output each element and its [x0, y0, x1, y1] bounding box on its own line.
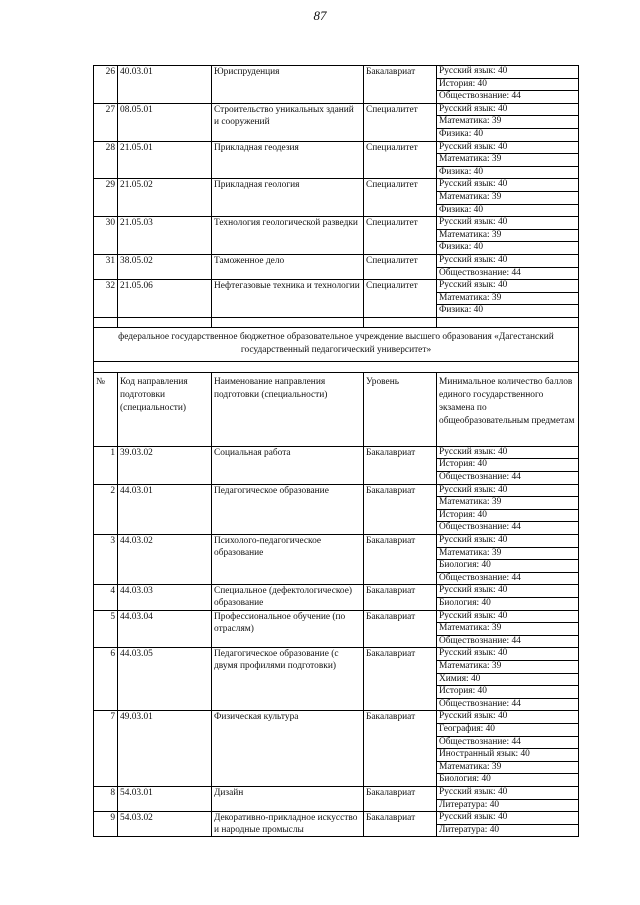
direction-name: Профессиональное обучение (по отраслям) — [212, 610, 364, 648]
education-level: Бакалавриат — [364, 812, 437, 837]
direction-code: 44.03.01 — [118, 484, 212, 534]
min-score-subject: Физика: 40 — [437, 204, 579, 217]
direction-code: 44.03.03 — [118, 585, 212, 610]
table-row — [94, 103, 579, 116]
table-row — [94, 535, 579, 548]
min-score-subject: Математика: 39 — [437, 660, 579, 673]
direction-code: 54.03.01 — [118, 786, 212, 811]
header-row — [94, 372, 579, 446]
education-level: Специалитет — [364, 179, 437, 217]
min-score-subject: Математика: 39 — [437, 229, 579, 242]
education-level: Бакалавриат — [364, 786, 437, 811]
direction-name: Педагогическое образование (с двумя профилями подготовки) — [212, 648, 364, 711]
header-min-score: Минимальное количество баллов единого государственного экзамена по общеобразовательным предметам — [437, 372, 579, 446]
table-row — [94, 446, 579, 459]
education-level: Бакалавриат — [364, 711, 437, 787]
direction-name: Педагогическое образование — [212, 484, 364, 534]
min-score-subject: Математика: 39 — [437, 547, 579, 560]
min-score-subject: Математика: 39 — [437, 292, 579, 305]
min-score-subject: Русский язык: 40 — [437, 254, 579, 267]
empty-row — [94, 317, 579, 327]
row-number: 8 — [94, 786, 118, 811]
min-score-subject: Русский язык: 40 — [437, 217, 579, 230]
min-score-subject: Литература: 40 — [437, 799, 579, 812]
table-row — [94, 484, 579, 497]
header-number: № — [94, 372, 118, 446]
education-level: Специалитет — [364, 141, 437, 179]
min-score-subject: История: 40 — [437, 509, 579, 522]
row-number: 31 — [94, 254, 118, 279]
min-score-subject: Русский язык: 40 — [437, 610, 579, 623]
min-score-subject: Обществознание: 44 — [437, 522, 579, 535]
education-level: Бакалавриат — [364, 648, 437, 711]
direction-code: 44.03.05 — [118, 648, 212, 711]
table-row — [94, 66, 579, 79]
university-name: федеральное государственное бюджетное образовательное учреждение высшего образования «Дагестанский государственный педагогический университет» — [94, 327, 579, 361]
min-score-subject: Русский язык: 40 — [437, 648, 579, 661]
spacer-cell — [94, 361, 579, 372]
min-score-subject: Биология: 40 — [437, 598, 579, 611]
table-row — [94, 217, 579, 230]
direction-name: Физическая культура — [212, 711, 364, 787]
direction-code: 44.03.02 — [118, 535, 212, 585]
table-row — [94, 141, 579, 154]
row-number: 1 — [94, 446, 118, 484]
min-score-subject: Русский язык: 40 — [437, 812, 579, 825]
section-title-row — [94, 327, 579, 361]
min-score-subject: Русский язык: 40 — [437, 66, 579, 79]
direction-name: Технология геологической разведки — [212, 217, 364, 255]
row-number: 28 — [94, 141, 118, 179]
header-code: Код направления подготовки (специальности) — [118, 372, 212, 446]
table-row — [94, 711, 579, 724]
min-score-subject: Математика: 39 — [437, 154, 579, 167]
row-number: 3 — [94, 535, 118, 585]
row-number: 29 — [94, 179, 118, 217]
education-level: Бакалавриат — [364, 484, 437, 534]
min-score-subject: Русский язык: 40 — [437, 711, 579, 724]
row-number: 6 — [94, 648, 118, 711]
direction-name: Психолого-педагогическое образование — [212, 535, 364, 585]
min-score-subject: Обществознание: 44 — [437, 472, 579, 485]
header-name: Наименование направления подготовки (специальности) — [212, 372, 364, 446]
table-row — [94, 610, 579, 623]
admission-scores-table — [93, 65, 579, 837]
table-row — [94, 179, 579, 192]
education-level: Специалитет — [364, 280, 437, 318]
table-row — [94, 812, 579, 825]
direction-code: 54.03.02 — [118, 812, 212, 837]
min-score-subject: Русский язык: 40 — [437, 585, 579, 598]
table-row — [94, 786, 579, 799]
direction-code: 38.05.02 — [118, 254, 212, 279]
row-number: 26 — [94, 66, 118, 104]
spacer-row — [94, 361, 579, 372]
empty-cell — [437, 317, 579, 327]
direction-code: 39.03.02 — [118, 446, 212, 484]
min-score-subject: Математика: 39 — [437, 191, 579, 204]
education-level: Бакалавриат — [364, 585, 437, 610]
min-score-subject: Русский язык: 40 — [437, 141, 579, 154]
min-score-subject: Литература: 40 — [437, 824, 579, 837]
education-level: Бакалавриат — [364, 446, 437, 484]
min-score-subject: Русский язык: 40 — [437, 103, 579, 116]
min-score-subject: История: 40 — [437, 686, 579, 699]
min-score-subject: Обществознание: 44 — [437, 736, 579, 749]
direction-code: 44.03.04 — [118, 610, 212, 648]
direction-name: Таможенное дело — [212, 254, 364, 279]
min-score-subject: Биология: 40 — [437, 560, 579, 573]
empty-cell — [212, 317, 364, 327]
direction-name: Юриспруденция — [212, 66, 364, 104]
direction-code: 21.05.06 — [118, 280, 212, 318]
min-score-subject: Обществознание: 44 — [437, 91, 579, 104]
direction-code: 40.03.01 — [118, 66, 212, 104]
row-number: 30 — [94, 217, 118, 255]
row-number: 4 — [94, 585, 118, 610]
min-score-subject: История: 40 — [437, 78, 579, 91]
row-number: 5 — [94, 610, 118, 648]
empty-cell — [118, 317, 212, 327]
min-score-subject: Физика: 40 — [437, 242, 579, 255]
direction-name: Декоративно-прикладное искусство и народные промыслы — [212, 812, 364, 837]
direction-name: Социальная работа — [212, 446, 364, 484]
direction-code: 49.03.01 — [118, 711, 212, 787]
table-row — [94, 254, 579, 267]
education-level: Бакалавриат — [364, 610, 437, 648]
education-level: Бакалавриат — [364, 535, 437, 585]
header-level: Уровень — [364, 372, 437, 446]
row-number: 32 — [94, 280, 118, 318]
direction-name: Нефтегазовые техника и технологии — [212, 280, 364, 318]
min-score-subject: Русский язык: 40 — [437, 446, 579, 459]
min-score-subject: География: 40 — [437, 723, 579, 736]
min-score-subject: Русский язык: 40 — [437, 535, 579, 548]
row-number: 2 — [94, 484, 118, 534]
direction-code: 08.05.01 — [118, 103, 212, 141]
table-row — [94, 280, 579, 293]
min-score-subject: Обществознание: 44 — [437, 572, 579, 585]
direction-name: Специальное (дефектологическое) образование — [212, 585, 364, 610]
empty-cell — [364, 317, 437, 327]
min-score-subject: Обществознание: 44 — [437, 635, 579, 648]
min-score-subject: Математика: 39 — [437, 761, 579, 774]
min-score-subject: Русский язык: 40 — [437, 179, 579, 192]
direction-name: Прикладная геология — [212, 179, 364, 217]
min-score-subject: Обществознание: 44 — [437, 698, 579, 711]
education-level: Бакалавриат — [364, 66, 437, 104]
direction-code: 21.05.03 — [118, 217, 212, 255]
min-score-subject: Физика: 40 — [437, 166, 579, 179]
min-score-subject: Обществознание: 44 — [437, 267, 579, 280]
min-score-subject: Физика: 40 — [437, 305, 579, 318]
min-score-subject: Математика: 39 — [437, 623, 579, 636]
min-score-subject: Русский язык: 40 — [437, 280, 579, 293]
min-score-subject: Иностранный язык: 40 — [437, 749, 579, 762]
page-number: 87 — [313, 8, 327, 23]
direction-name: Прикладная геодезия — [212, 141, 364, 179]
direction-code: 21.05.01 — [118, 141, 212, 179]
table-row — [94, 648, 579, 661]
min-score-subject: Русский язык: 40 — [437, 786, 579, 799]
min-score-subject: Русский язык: 40 — [437, 484, 579, 497]
row-number: 7 — [94, 711, 118, 787]
education-level: Специалитет — [364, 254, 437, 279]
empty-cell — [94, 317, 118, 327]
direction-name: Строительство уникальных зданий и сооружений — [212, 103, 364, 141]
row-number: 27 — [94, 103, 118, 141]
education-level: Специалитет — [364, 103, 437, 141]
min-score-subject: Математика: 39 — [437, 497, 579, 510]
min-score-subject: Физика: 40 — [437, 128, 579, 141]
min-score-subject: Химия: 40 — [437, 673, 579, 686]
table-row — [94, 585, 579, 598]
min-score-subject: Биология: 40 — [437, 774, 579, 787]
direction-name: Дизайн — [212, 786, 364, 811]
min-score-subject: История: 40 — [437, 459, 579, 472]
min-score-subject: Математика: 39 — [437, 116, 579, 129]
education-level: Специалитет — [364, 217, 437, 255]
row-number: 9 — [94, 812, 118, 837]
direction-code: 21.05.02 — [118, 179, 212, 217]
